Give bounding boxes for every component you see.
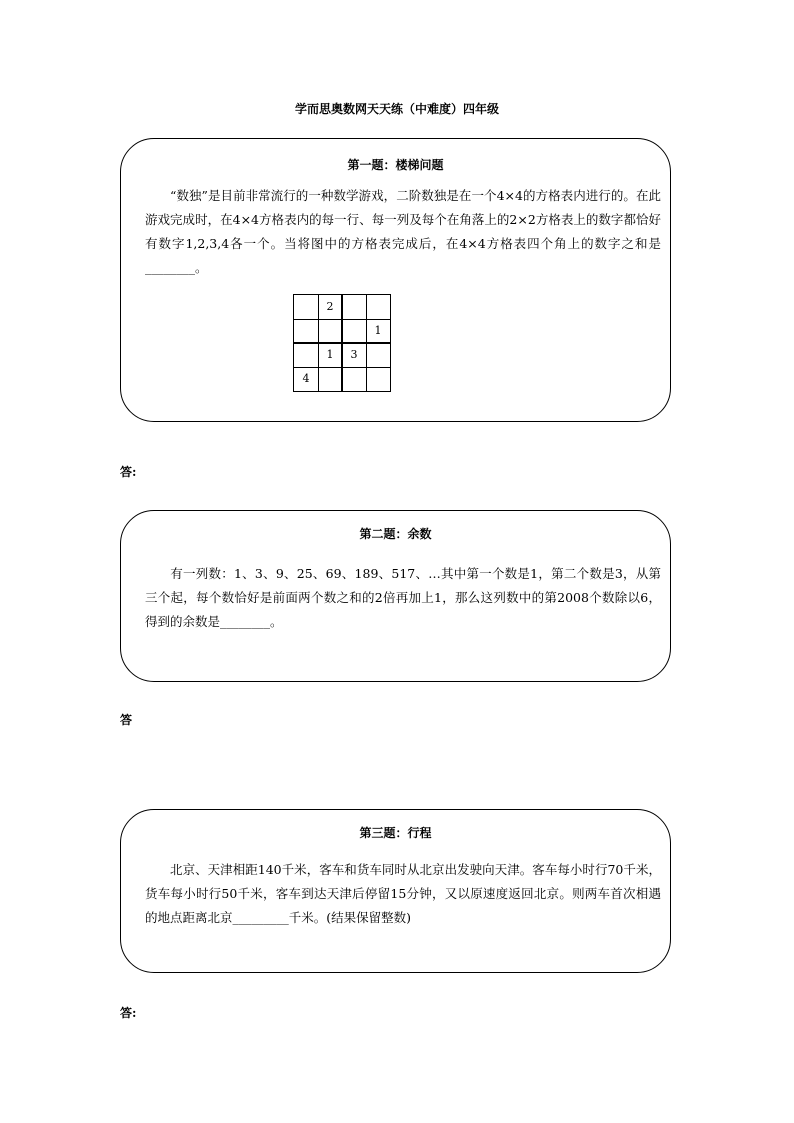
question-2-text-block xyxy=(145,562,661,634)
question-3-box xyxy=(120,809,671,973)
question-2-title: 第二题：余数 xyxy=(359,527,432,541)
sudoku-cell xyxy=(342,319,366,343)
sudoku-cell xyxy=(366,367,390,391)
answer-label-2: 答 xyxy=(120,713,133,727)
sudoku-cell: 4 xyxy=(302,372,310,385)
sudoku-cell xyxy=(366,295,390,319)
sudoku-cell xyxy=(366,343,390,367)
sudoku-cell: 1 xyxy=(374,324,382,337)
question-3-text-block xyxy=(145,858,661,930)
sudoku-cell: 2 xyxy=(326,300,334,313)
question-2-box xyxy=(120,510,671,682)
page-title: 学而思奥数网天天练（中难度）四年级 xyxy=(294,102,499,116)
sudoku-grid xyxy=(293,294,391,392)
sudoku-cell: 3 xyxy=(350,348,358,361)
sudoku-cell xyxy=(342,295,366,319)
sudoku-cell xyxy=(318,367,342,391)
answer-label-3: 答: xyxy=(120,1006,137,1020)
question-1-title: 第一题：楼梯问题 xyxy=(347,158,444,172)
question-1-text: “数独”是目前非常流行的一种数学游戏，二阶数独是在一个4×4的方格表内进行的。在此游戏完成时，在4×4方格表内的每一行、每一列及每个在角落上的2×2方格表上的数字都恰好有数字1,2,3,4各一个。当将图中的方格表完成后，在4×4方格表四个角上的数字之和是________。 xyxy=(145,188,661,275)
question-3-text: 北京、天津相距140千米，客车和货车同时从北京出发驶向天津。客车每小时行70千米，货车每小时行50千米，客车到达天津后停留15分钟，又以原速度返回北京。则两车首次相遇的地点距离北京_________千米。(结果保留整数) xyxy=(145,862,661,925)
answer-label-1: 答: xyxy=(120,465,137,479)
question-1-box xyxy=(120,138,671,422)
question-2-text: 有一列数：1、3、9、25、69、189、517、…其中第一个数是1，第二个数是3，从第三个起，每个数恰好是前面两个数之和的2倍再加上1，那么这列数中的第2008个数除以6，得到的余数是________。 xyxy=(145,566,661,629)
sudoku-cell xyxy=(294,343,318,367)
sudoku-cell xyxy=(342,367,366,391)
sudoku-cell xyxy=(318,319,342,343)
sudoku-cell: 1 xyxy=(326,348,334,361)
sudoku-cell xyxy=(294,319,318,343)
sudoku-cell xyxy=(294,295,318,319)
question-3-title: 第三题：行程 xyxy=(359,826,432,840)
question-1-text-block xyxy=(145,184,661,280)
